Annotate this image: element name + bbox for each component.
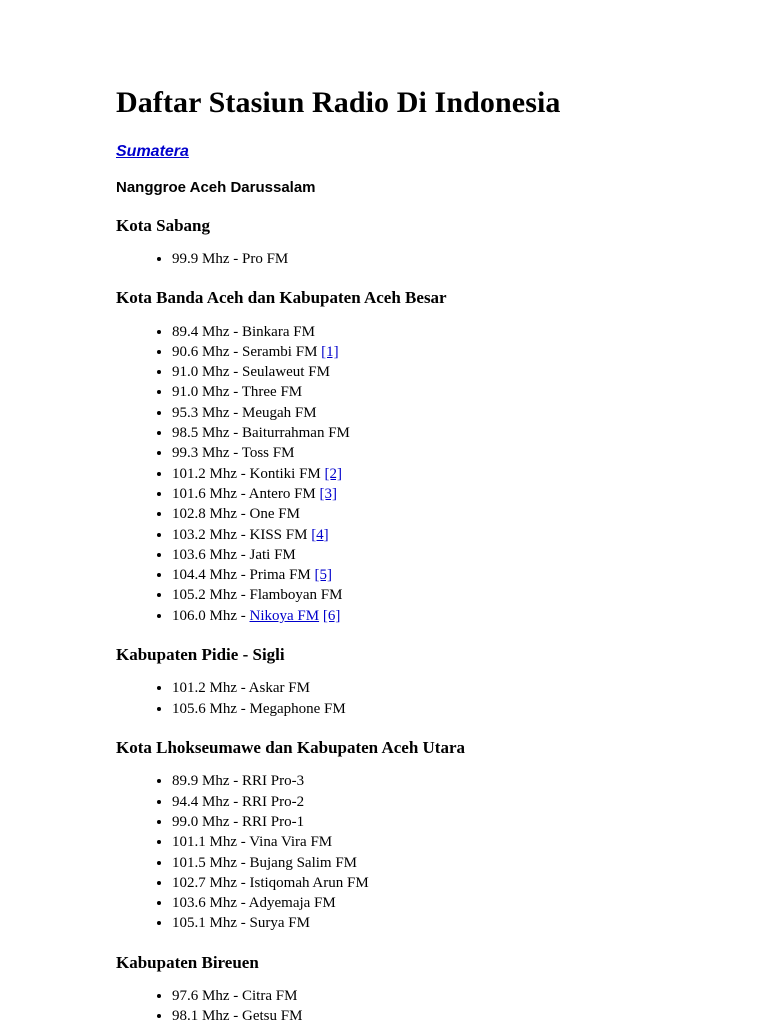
station-label: 105.6 Mhz - Megaphone FM <box>172 700 346 717</box>
list-item <box>172 383 696 401</box>
sumatera-section-link[interactable]: Sumatera <box>116 142 189 160</box>
station-label: 95.3 Mhz - Meugah FM <box>172 404 317 421</box>
section-link-row <box>116 143 696 179</box>
reference-link[interactable]: [2] <box>324 465 343 482</box>
station-label: 98.5 Mhz - Baiturrahman FM <box>172 425 350 442</box>
station-label: 105.2 Mhz - Flamboyan FM <box>172 587 343 604</box>
reference-link[interactable]: [4] <box>311 526 329 543</box>
list-item <box>172 833 696 851</box>
station-label: 101.5 Mhz - Bujang Salim FM <box>172 854 358 871</box>
list-item <box>172 586 696 604</box>
station-label: 90.6 Mhz - Serambi FM <box>172 343 318 360</box>
list-item <box>172 607 696 625</box>
station-label: 103.6 Mhz - Adyemaja FM <box>172 895 336 912</box>
station-label: 101.6 Mhz - Antero FM <box>172 485 316 502</box>
reference-link[interactable]: [1] <box>321 343 339 360</box>
list-item <box>172 813 696 831</box>
list-item <box>172 566 696 584</box>
station-label: 104.4 Mhz - Prima FM <box>172 567 311 584</box>
station-label: 101.1 Mhz - Vina Vira FM <box>172 834 333 851</box>
station-label: 98.1 Mhz - Getsu FM <box>172 1008 303 1025</box>
list-item <box>172 363 696 381</box>
list-item <box>172 700 696 718</box>
list-item <box>172 914 696 932</box>
station-link[interactable]: Nikoya FM <box>249 607 320 624</box>
list-item <box>172 343 696 361</box>
reference-link[interactable]: [6] <box>322 607 341 624</box>
station-label: 99.9 Mhz - Pro FM <box>172 250 289 267</box>
list-item <box>172 1007 696 1025</box>
station-label: 106.0 Mhz - <box>172 607 250 624</box>
list-item <box>172 894 696 912</box>
station-label: 102.8 Mhz - One FM <box>172 506 300 523</box>
list-item <box>172 874 696 892</box>
list-item <box>172 854 696 872</box>
station-label: 99.3 Mhz - Toss FM <box>172 445 295 462</box>
station-label: 103.6 Mhz - Jati FM <box>172 546 296 563</box>
station-label: 89.4 Mhz - Binkara FM <box>172 323 315 340</box>
list-item <box>172 793 696 811</box>
list-item <box>172 772 696 790</box>
station-label: 91.0 Mhz - Seulaweut FM <box>172 364 330 381</box>
station-label: 91.0 Mhz - Three FM <box>172 384 303 401</box>
page-title: Daftar Stasiun Radio Di Indonesia <box>116 86 561 119</box>
list-item <box>172 250 696 268</box>
station-list <box>116 250 696 268</box>
list-item <box>172 323 696 341</box>
list-item <box>172 679 696 697</box>
city-heading: Kota Banda Aceh dan Kabupaten Aceh Besar <box>116 288 447 308</box>
station-label: 99.0 Mhz - RRI Pro-1 <box>172 814 305 830</box>
station-label: 101.2 Mhz - Askar FM <box>172 680 310 697</box>
city-heading: Kota Lhokseumawe dan Kabupaten Aceh Utara <box>116 738 466 758</box>
reference-link[interactable]: [5] <box>314 567 332 584</box>
city-heading: Kabupaten Bireuen <box>116 952 259 972</box>
list-item <box>172 424 696 442</box>
sections-container <box>116 216 696 1026</box>
city-heading: Kota Sabang <box>116 215 210 235</box>
list-item <box>172 546 696 564</box>
list-item <box>172 444 696 462</box>
list-item <box>172 505 696 523</box>
city-heading: Kabupaten Pidie - Sigli <box>116 645 285 665</box>
station-label: 105.1 Mhz - Surya FM <box>172 915 310 932</box>
list-item <box>172 987 696 1005</box>
station-label: 101.2 Mhz - Kontiki FM <box>172 465 321 482</box>
station-list <box>116 323 696 625</box>
station-label: 97.6 Mhz - Citra FM <box>172 988 298 1005</box>
list-item <box>172 526 696 544</box>
station-list <box>116 679 696 718</box>
list-item <box>172 465 696 483</box>
station-list <box>116 772 696 932</box>
list-item <box>172 485 696 503</box>
station-label: 102.7 Mhz - Istiqomah Arun FM <box>172 874 369 891</box>
station-label: 103.2 Mhz - KISS FM <box>172 526 308 543</box>
station-label: 94.4 Mhz - RRI Pro-2 <box>172 793 305 810</box>
station-label: 89.9 Mhz - RRI Pro-3 <box>172 773 305 790</box>
station-list <box>116 987 696 1026</box>
province-heading: Nanggroe Aceh Darussalam <box>116 178 316 196</box>
list-item <box>172 404 696 422</box>
reference-link[interactable]: [3] <box>319 485 337 502</box>
